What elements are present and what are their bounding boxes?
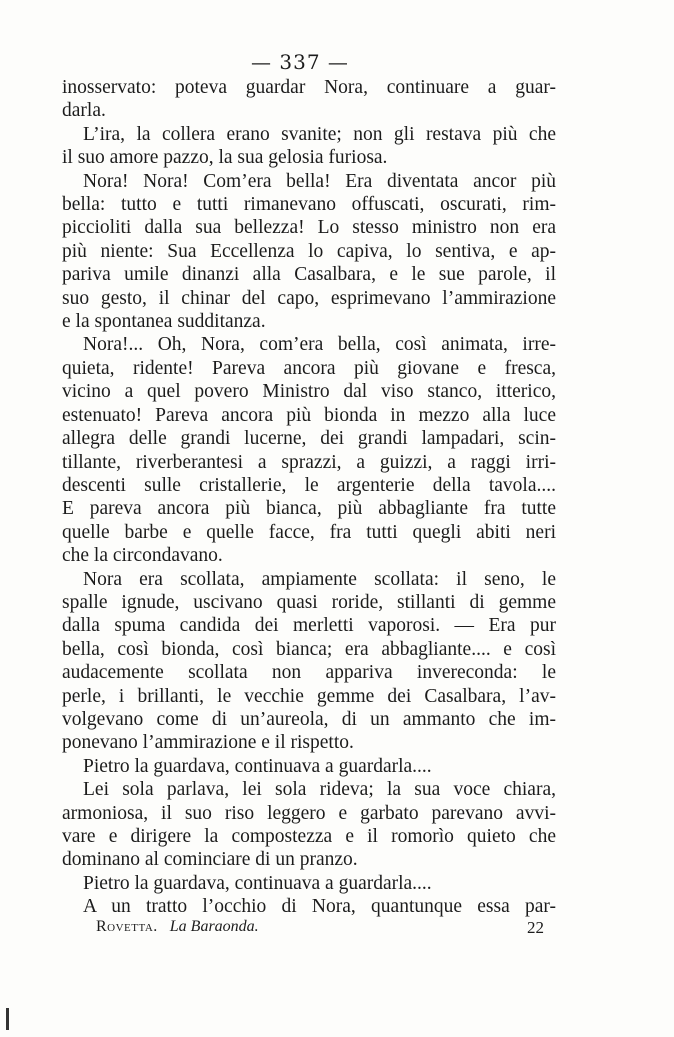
text-line: e la spontanea sudditanza. (62, 311, 266, 333)
text-line: vare e dirigere la compostezza e il romorìo quieto che (62, 826, 556, 847)
text-line: tillante, riverberantesi a sprazzi, a guizzi, a raggi irri- (62, 451, 556, 473)
binding-mark (6, 1008, 9, 1030)
text-line: L’ira, la collera erano svanite; non gli restava più che (83, 123, 556, 145)
text-line: Nora era scollata, ampiamente scollata: il seno, le (83, 568, 556, 590)
text-line: ponevano l’ammirazione e il rispetto. (62, 732, 354, 754)
text-line: dalla spuma candida dei merletti vaporosi. — Era pur (62, 615, 556, 637)
body-text (62, 76, 556, 919)
text-line: più niente: Sua Eccellenza lo capiva, lo sentiva, e ap- (62, 240, 556, 262)
text-line: allegra delle grandi lucerne, dei grandi lampadari, scin- (62, 428, 556, 450)
text-line: quelle barbe e quelle facce, fra tutti quegli abiti neri (62, 521, 556, 543)
text-line: bella: tutto e tutti rimanevano offuscati, oscurati, rim- (62, 194, 556, 216)
text-line: piccioliti dalla sua bellezza! Lo stesso ministro non era (62, 217, 556, 239)
text-line: dominano al cominciare di un pranzo. (62, 849, 358, 871)
text-line: E pareva ancora più bianca, più abbagliante fra tutte (62, 498, 556, 520)
text-line: Pietro la guardava, continuava a guardarla.... (83, 755, 432, 777)
text-line: bella, così bionda, così bianca; era abbagliante.... e così (62, 638, 556, 660)
text-line: pariva umile dinanzi alla Casalbara, e le sue parole, il (62, 264, 556, 286)
text-line: Nora!... Oh, Nora, com’era bella, così animata, irre- (83, 334, 556, 356)
text-line: estenuato! Pareva ancora più bionda in mezzo alla luce (62, 404, 556, 426)
text-line: descenti sulle cristallerie, le argenterie della tavola.... (62, 474, 556, 496)
text-line: Pietro la guardava, continuava a guardarla.... (83, 872, 432, 894)
page-number: — 337 — (251, 50, 349, 74)
text-line: che la circondavano. (62, 545, 223, 567)
text-line: perle, i brillanti, le vecchie gemme dei Casalbara, l’av- (62, 685, 556, 707)
text-line: armoniosa, il suo riso leggero e garbato parevano avvi- (62, 802, 556, 824)
text-line: inosservato: poteva guardar Nora, continuare a guar- (62, 77, 556, 98)
text-line: volgevano come di un’aureola, di un ammanto che im- (62, 708, 556, 730)
text-line: il suo amore pazzo, la sua gelosia furiosa. (62, 147, 388, 169)
page-footer (96, 918, 556, 936)
text-line: darla. (62, 100, 106, 122)
text-line: Nora! Nora! Com’era bella! Era diventata ancor più (83, 170, 556, 192)
text-line: suo gesto, il chinar del capo, esprimevano l’ammirazione (62, 287, 556, 309)
text-line: vicino a quel povero Ministro dal viso stanco, itterico, (62, 381, 556, 403)
text-line: audacemente scollata non appariva invereconda: le (62, 662, 556, 684)
footer-author: Rovetta. (96, 918, 158, 935)
text-line: quieta, ridente! Pareva ancora più giovane e fresca, (62, 357, 556, 379)
text-line: spalle ignude, uscivano quasi roride, stillanti di gemme (62, 591, 556, 613)
footer-book-title: La Baraonda. (169, 918, 259, 935)
text-line: A un tratto l’occhio di Nora, quantunque essa par- (83, 896, 556, 918)
footer-signature-mark: 22 (527, 918, 544, 937)
text-line: Lei sola parlava, lei sola rideva; la sua voce chiara, (83, 779, 556, 801)
